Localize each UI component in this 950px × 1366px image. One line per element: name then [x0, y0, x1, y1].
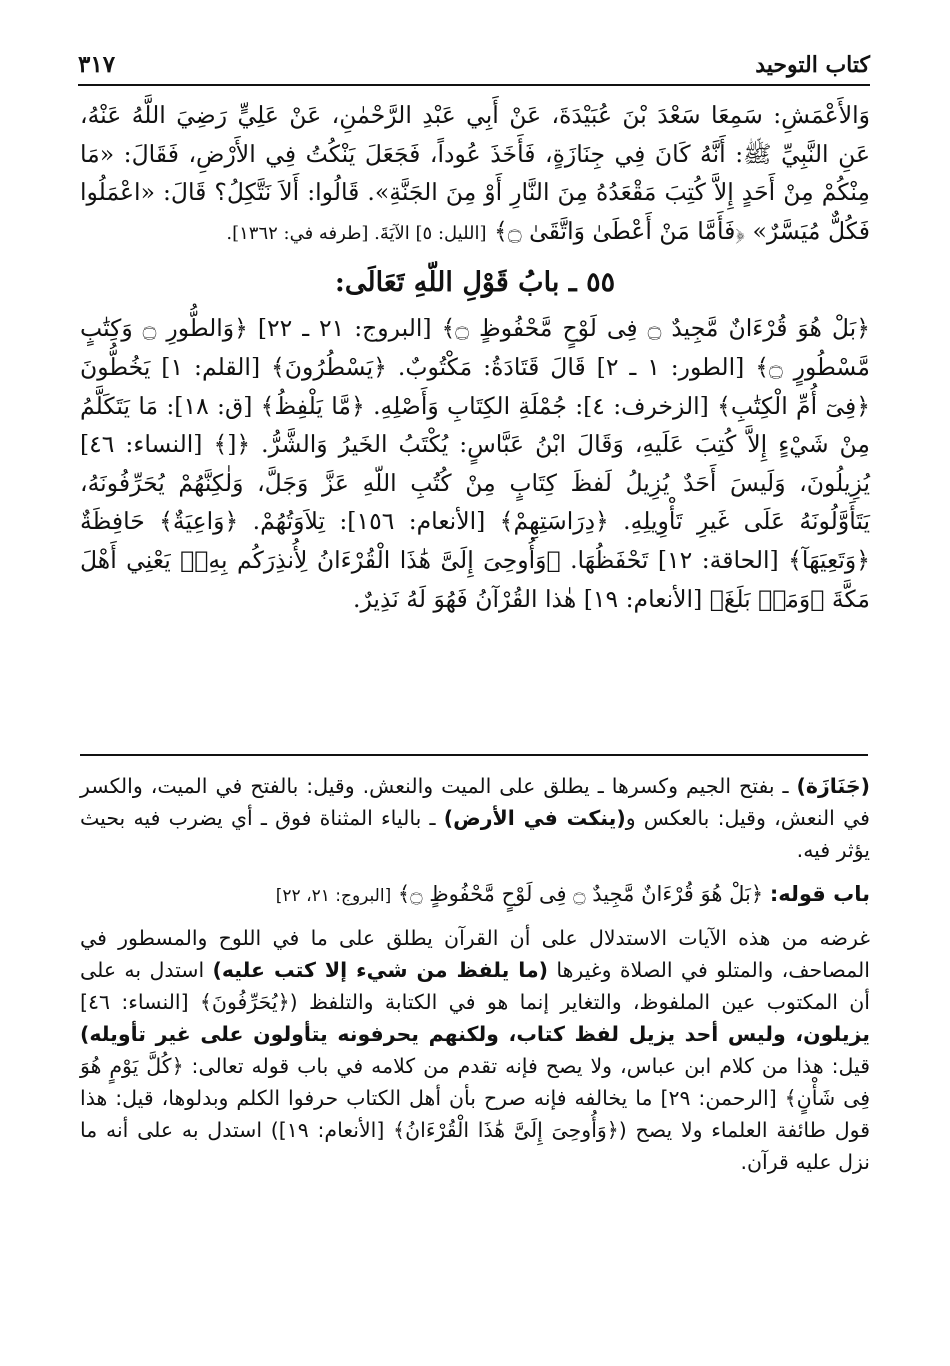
page-number: ٣١٧: [78, 51, 116, 78]
gloss-term: (جَنَازَة): [796, 774, 870, 798]
main-text: [80, 96, 870, 618]
commentary-body: [80, 922, 870, 1178]
gloss-text: ـ بفتح الجيم وكسرها ـ يطلق على الميت والنعش. وقيل: بالفتح في الميت، والكسر في النعش، وقيل: بالعكس و: [80, 774, 870, 830]
sub-heading-verse: ﴿بَلْ هُوَ قُرْءَانٌ مَّجِيدٌ ۝ فِى لَوْحٍ مَّحْفُوظٍ ۝﴾: [397, 882, 764, 906]
gloss-term-2: (ينكت في الأرض): [443, 806, 626, 830]
chapter-heading: ٥٥ ـ بابُ قَوْلِ اللّهِ تَعَالَى:: [334, 267, 616, 299]
hadith-reference: [الليل: ٥] الآيَةَ. [طرفه في: ١٣٦٢].: [226, 222, 487, 244]
book-title: كتاب التوحيد: [755, 52, 870, 78]
commentary-para-2: استدل به على أن المكتوب عين الملفوظ، والتغاير إنما هو في الكتابة والتلفظ (﴿يُحَرِّفُونَ﴾ [النساء: ٤٦]: [80, 958, 870, 1014]
hadith-paragraph: [80, 96, 870, 253]
sub-heading-reference: [البروج: ٢١، ٢٢]: [275, 886, 392, 906]
gloss-paragraph: [80, 770, 870, 866]
page-header: [78, 40, 870, 86]
commentary-para-3: قيل: هذا من كلام ابن عباس، ولا يصح فإنه تقدم من كلامه في باب قوله تعالى: ﴿كُلَّ يَوْمٍ هُوَ فِى شَأْنٍ﴾ [الرحمن: ٢٩] ما يخالفه فإنه صرح بأن أهل الكتاب حرفوا الكلم وبدلوها، قيل: هذا قول طائفة العلماء ولا يصح (﴿وَأُوحِىَ إِلَىَّ هَٰذَا الْقُرْءَانُ﴾ [الأنعام: ١٩]) استدل به على أنه ما نزل عليه قرآن.: [80, 1054, 870, 1174]
gloss-text-2: ـ بالياء المثناة فوق ـ أي يضرب فيه بحيث يؤثر فيه.: [80, 806, 870, 862]
commentary-para-2-bold: يزيلون، وليس أحد يزيل لفظ كتاب، ولكنهم يحرفونه يتأولون على غير تأويله): [80, 1022, 870, 1046]
spacer: [80, 866, 870, 874]
hadith-text: وَالأَعْمَشِ: سَمِعَا سَعْدَ بْنَ عُبَيْدَةَ، عَنْ أَبِي عَبْدِ الرَّحْمٰنِ، عَنْ عَلِيٍّ رَضِيَ اللَّهُ عَنْهُ، عَنِ النَّبِيِّ ﷺ: أَنَّهُ كَانَ فِي جِنَازَةٍ، فَأَخَذَ عُوداً، فَجَعَلَ يَنْكُتُ فِي الأَرْضِ، فَقَالَ: «مَا مِنْكُمْ مِنْ أَحَدٍ إِلاَّ كُتِبَ مَقْعَدُهُ مِنَ النَّارِ أَوْ مِنَ الجَنَّةِ». قَالُوا: أَلاَ نَتَّكِلُ؟ قَالَ: «اعْمَلُوا فَكُلٌّ مُيَسَّرٌ» ﴿فَأَمَّا مَنْ أَعْطَىٰ وَاتَّقَىٰ ۝﴾: [80, 101, 870, 245]
commentary-para-1-bold: (ما يلفظ من شيء إلا كتب عليه): [212, 958, 549, 982]
commentary-para-1: غرضه من هذه الآيات الاستدلال على أن القرآن يطلق على ما في اللوح والمسطور في المصاحف، والمتلو في الصلاة وغيرها: [80, 926, 870, 982]
sub-heading-lead: باب قوله:: [769, 882, 870, 906]
commentary: [80, 770, 870, 1178]
chapter-body: ﴿بَلْ هُوَ قُرْءَانٌ مَّجِيدٌ ۝ فِى لَوْحٍ مَّحْفُوظٍ ۝﴾ [البروج: ٢١ ـ ٢٢] ﴿وَالطُّورِ ۝ وَكِتَٰبٍ مَّسْطُورٍ ۝﴾ [الطور: ١ ـ ٢] قَالَ قَتَادَةُ: مَكْتُوبٌ. ﴿يَسْطُرُونَ﴾ [القلم: ١] يَخُطُّونَ ﴿فِىٓ أُمِّ الْكِتَٰبِ﴾ [الزخرف: ٤]: جُمْلَةِ الكِتَابِ وَأَصْلِهِ. ﴿مَّا يَلْفِظُ﴾ [ق: ١٨]: مَا يَتَكَلَّمُ مِنْ شَيْءٍ إِلاَّ كُتِبَ عَلَيهِ، وَقَالَ ابْنُ عَبَّاسٍ: يُكْتَبُ الخَيرُ وَالشَّرُّ. ﴿[﴾ [النساء: ٤٦] يُزِيلُونَ، وَلَيسَ أَحَدٌ يُزِيلُ لَفظَ كِتَابٍ مِنْ كُتُبِ اللّهِ عَزَّ وَجَلَّ، وَلٰكِنَّهُمْ يُحَرِّفُونَهُ، يَتَأَوَّلُونَهُ عَلَى غَيرِ تَأْوِيلِهِ. ﴿دِرَاسَتِهِمْ﴾ [الأنعام: ١٥٦]: تِلاَوَتُهُمْ. ﴿وَاعِيَةٌ﴾ حَافِظَةٌ ﴿وَتَعِيَهَآ﴾ [الحاقة: ١٢] تَحْفَظُهَا. ﴿وَأُوحِىَ إِلَىَّ هَٰذَا الْقُرْءَانُ لِأُنذِرَكُم بِهِۦ﴾ يَعْنِي أَهْلَ مَكَّةَ ﴿وَمَنۢ بَلَغَ﴾ [الأنعام: ١٩] هٰذا القُرْآنُ فَهُوَ لَهُ نَذِيرٌ.: [80, 314, 871, 613]
footnote-divider: [80, 754, 868, 756]
commentary-sub-heading: [80, 878, 870, 912]
